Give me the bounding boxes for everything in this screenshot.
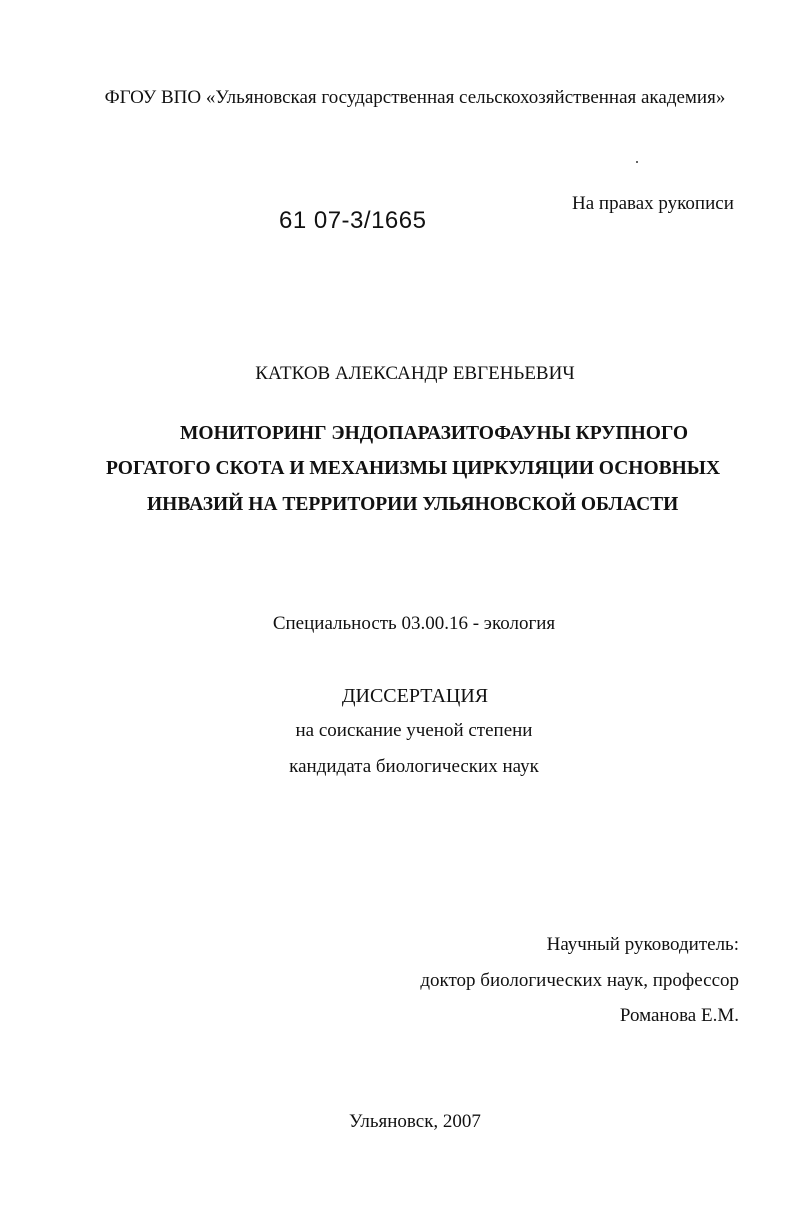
specialty: Специальность 03.00.16 - экология xyxy=(272,613,556,634)
dissertation-title-line-1: МОНИТОРИНГ ЭНДОПАРАЗИТОФАУНЫ КРУПНОГО xyxy=(180,423,689,444)
dissertation-title-line-3: ИНВАЗИЙ НА ТЕРРИТОРИИ УЛЬЯНОВСКОЙ ОБЛАСТИ xyxy=(147,494,679,515)
city-year: Ульяновск, 2007 xyxy=(349,1111,481,1132)
document-type: ДИССЕРТАЦИЯ xyxy=(341,685,489,707)
manuscript-note: На правах рукописи xyxy=(572,193,734,214)
author-name: КАТКОВ АЛЕКСАНДР ЕВГЕНЬЕВИЧ xyxy=(255,363,575,384)
degree-line-1: на соискание ученой степени xyxy=(295,720,533,741)
supervisor-label: Научный руководитель: xyxy=(546,934,739,955)
institution-name: ФГОУ ВПО «Ульяновская государственная сельскохозяйственная академия» xyxy=(104,87,726,108)
scan-speck xyxy=(636,161,638,163)
dissertation-title-line-2: РОГАТОГО СКОТА И МЕХАНИЗМЫ ЦИРКУЛЯЦИИ ОСНОВНЫХ xyxy=(106,458,721,479)
degree-line-2: кандидата биологических наук xyxy=(289,756,539,777)
supervisor-name: Романова Е.М. xyxy=(619,1005,739,1026)
library-number: 61 07-3/1665 xyxy=(279,207,427,234)
supervisor-title: доктор биологических наук, профессор xyxy=(420,970,739,991)
